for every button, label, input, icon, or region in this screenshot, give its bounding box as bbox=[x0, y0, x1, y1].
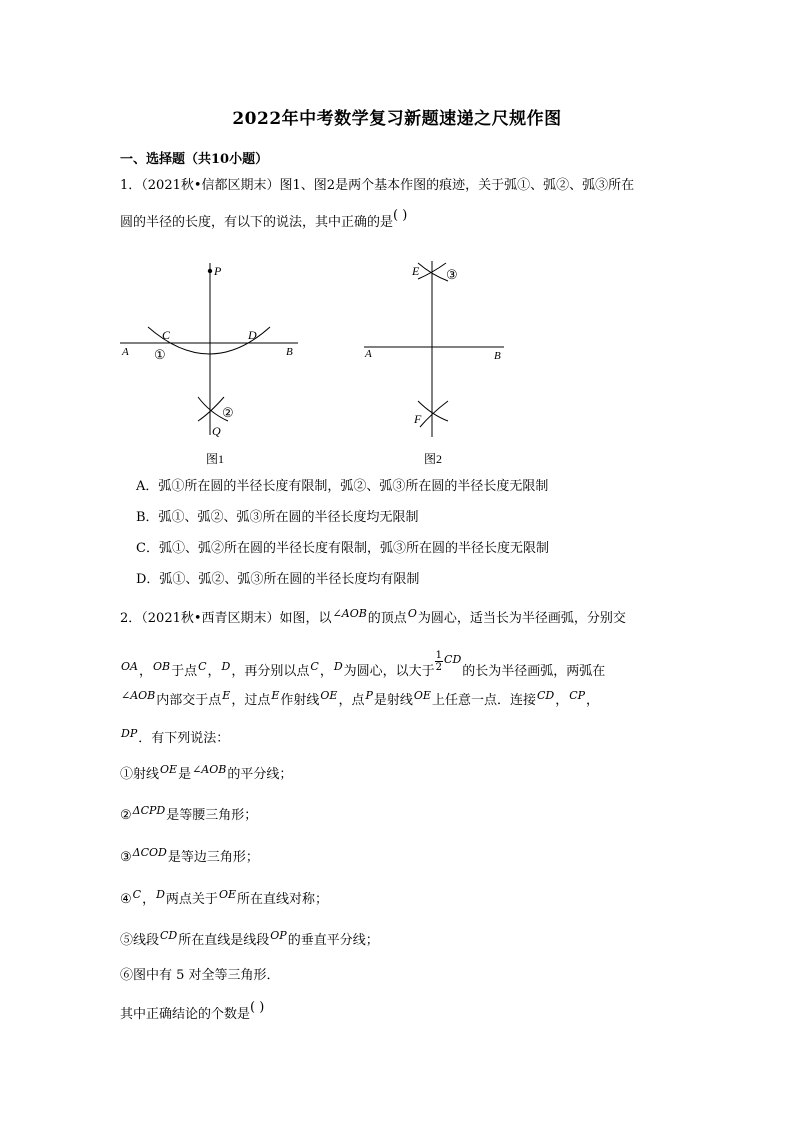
q1-stem-text: 圆的半径的长度，有以下的说法，其中正确的是 bbox=[120, 215, 394, 230]
q2-statement-6: ⑥图中有 5 对全等三角形． bbox=[120, 968, 280, 983]
q1-stem-line2 bbox=[120, 208, 408, 232]
fig2-label-f: F bbox=[414, 412, 422, 426]
q2-question: 其中正确结论的个数是( ) bbox=[120, 1000, 265, 1022]
q1-option-d[interactable]: D．弧①、弧②、弧③所在圆的半径长度均有限制 bbox=[136, 572, 420, 587]
fig1-label-arc2: ② bbox=[222, 405, 234, 420]
q1-figures bbox=[110, 255, 530, 470]
fig2-label-arc3: ③ bbox=[446, 267, 458, 282]
q2-stem-line1: 2．（2021秋•西青区期末）如图，以$^{\angle AOB}$的顶点$^O$为圆心，适当长为半径画弧，分别交 bbox=[120, 607, 626, 626]
q2-statement-1: ①射线$^{OE}$是$^{\angle AOB}$的平分线； bbox=[120, 763, 293, 782]
fig1-label-c: C bbox=[162, 328, 171, 342]
fig2-caption: 图2 bbox=[424, 452, 443, 466]
q1-option-b[interactable]: B．弧①、弧②、弧③所在圆的半径长度均无限制 bbox=[136, 510, 419, 525]
q1-option-c[interactable]: C．弧①、弧②所在圆的半径长度有限制，弧③所在圆的半径长度无限制 bbox=[136, 541, 549, 556]
q2-statement-4: ④$^C$，$^D$两点关于$^{OE}$所在直线对称； bbox=[120, 888, 329, 907]
q2-stem-line2: $^{OA}$，$^{OB}$于点$^C$，$^D$，再分别以点$^C$，$^D$为圆心，以大于 $\frac{1}{2}$ $^{CD}$的长为半径画弧，两弧在 bbox=[121, 650, 606, 679]
q2-stem-line3: $^{\angle AOB}$内部交于点$^E$，过点$^E$作射线$^{OE}$，点$^P$是射线$^{OE}$上任意一点．连接$^{CD}$，$^{CP}$， bbox=[121, 689, 600, 708]
fig1-label-p: P bbox=[214, 264, 222, 278]
fig1-caption: 图1 bbox=[206, 452, 225, 466]
answer-paren: ( ) bbox=[250, 1000, 265, 1015]
answer-paren: ( ) bbox=[393, 208, 408, 223]
q2-statement-5: ⑤线段$^{CD}$所在直线是线段$^{OP}$的垂直平分线； bbox=[120, 929, 379, 948]
fig2-label-a: A bbox=[365, 348, 372, 360]
q1-stem-line1: 1．（2021秋•信都区期末）图1、图2是两个基本作图的痕迹，关于弧①、弧②、弧③所在 bbox=[120, 178, 635, 193]
q2-statement-2: ②$^{\Delta CPD}$是等腰三角形； bbox=[120, 804, 258, 823]
fig1-label-d: D bbox=[248, 328, 257, 342]
fig1-label-arc1: ① bbox=[154, 347, 166, 362]
fig1-label-b: B bbox=[286, 346, 293, 358]
figure-1 bbox=[120, 263, 298, 435]
q2-stem-line4: $^{DP}$．有下列说法： bbox=[121, 727, 230, 746]
fig1-label-q: Q bbox=[212, 424, 221, 438]
page-title: 2022年中考数学复习新题速递之尺规作图 bbox=[232, 109, 562, 129]
fig2-label-b: B bbox=[494, 350, 501, 362]
point-p-dot bbox=[208, 269, 212, 273]
section-heading: 一、选择题（共10小题） bbox=[120, 152, 269, 167]
q2-statement-3: ③$^{\Delta COD}$是等边三角形； bbox=[120, 846, 259, 865]
figure-2 bbox=[364, 261, 504, 437]
q1-option-a[interactable]: A．弧①所在圆的半径长度有限制，弧②、弧③所在圆的半径长度无限制 bbox=[136, 479, 549, 494]
fraction-half: $\frac{1}{2}$ bbox=[435, 650, 443, 673]
fig2-label-e: E bbox=[412, 264, 420, 278]
fig1-label-a: A bbox=[122, 346, 129, 358]
